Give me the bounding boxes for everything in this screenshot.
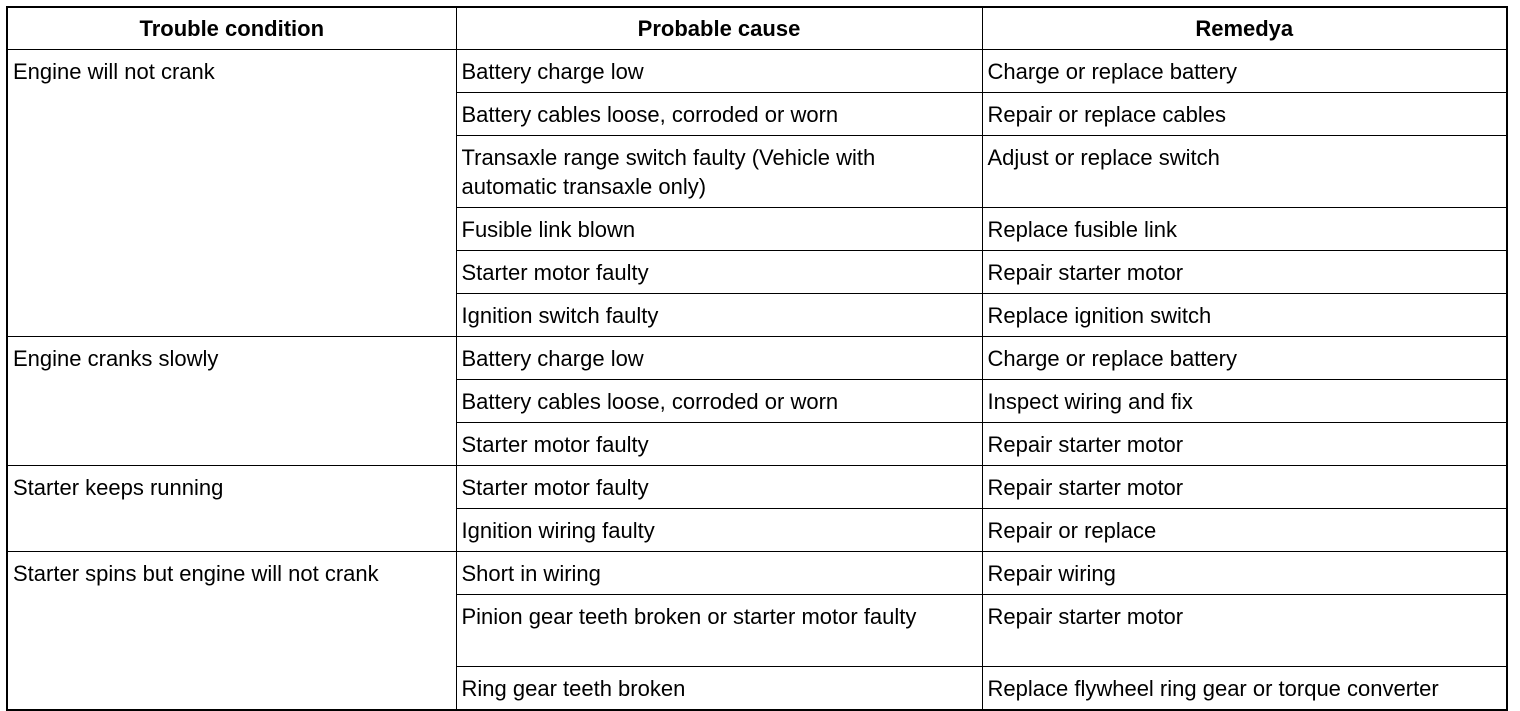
troubleshooting-table-container bbox=[6, 6, 1506, 711]
probable-cause-cell: Transaxle range switch faulty (Vehicle with automatic transaxle only) bbox=[456, 136, 982, 208]
table-header bbox=[7, 7, 1507, 50]
column-header-trouble-condition: Trouble condition bbox=[7, 7, 456, 50]
remedy-cell: Inspect wiring and fix bbox=[982, 380, 1507, 423]
remedy-cell: Repair starter motor bbox=[982, 251, 1507, 294]
remedy-cell: Repair starter motor bbox=[982, 466, 1507, 509]
remedy-cell: Repair starter motor bbox=[982, 423, 1507, 466]
table-row bbox=[7, 552, 1507, 595]
remedy-cell: Replace flywheel ring gear or torque converter bbox=[982, 667, 1507, 711]
probable-cause-cell: Starter motor faulty bbox=[456, 466, 982, 509]
remedy-cell: Adjust or replace switch bbox=[982, 136, 1507, 208]
probable-cause-cell: Ring gear teeth broken bbox=[456, 667, 982, 711]
probable-cause-cell: Starter motor faulty bbox=[456, 423, 982, 466]
table-row bbox=[7, 50, 1507, 93]
header-row bbox=[7, 7, 1507, 50]
probable-cause-cell: Battery charge low bbox=[456, 337, 982, 380]
probable-cause-cell: Starter motor faulty bbox=[456, 251, 982, 294]
remedy-cell: Replace ignition switch bbox=[982, 294, 1507, 337]
probable-cause-cell: Battery cables loose, corroded or worn bbox=[456, 93, 982, 136]
probable-cause-cell: Battery cables loose, corroded or worn bbox=[456, 380, 982, 423]
probable-cause-cell: Ignition switch faulty bbox=[456, 294, 982, 337]
trouble-condition-cell: Starter keeps running bbox=[7, 466, 456, 552]
table-row bbox=[7, 337, 1507, 380]
trouble-condition-cell: Engine will not crank bbox=[7, 50, 456, 337]
remedy-cell: Repair or replace cables bbox=[982, 93, 1507, 136]
remedy-cell: Replace fusible link bbox=[982, 208, 1507, 251]
remedy-cell: Repair or replace bbox=[982, 509, 1507, 552]
troubleshooting-table bbox=[6, 6, 1508, 711]
remedy-cell: Charge or replace battery bbox=[982, 337, 1507, 380]
remedy-cell: Repair starter motor bbox=[982, 595, 1507, 667]
table-row bbox=[7, 466, 1507, 509]
column-header-probable-cause: Probable cause bbox=[456, 7, 982, 50]
column-header-remedy: Remedya bbox=[982, 7, 1507, 50]
remedy-cell: Repair wiring bbox=[982, 552, 1507, 595]
probable-cause-cell: Battery charge low bbox=[456, 50, 982, 93]
trouble-condition-cell: Engine cranks slowly bbox=[7, 337, 456, 466]
probable-cause-cell: Short in wiring bbox=[456, 552, 982, 595]
table-body bbox=[7, 50, 1507, 711]
probable-cause-cell: Fusible link blown bbox=[456, 208, 982, 251]
probable-cause-cell: Pinion gear teeth broken or starter motor faulty bbox=[456, 595, 982, 667]
probable-cause-cell: Ignition wiring faulty bbox=[456, 509, 982, 552]
remedy-cell: Charge or replace battery bbox=[982, 50, 1507, 93]
trouble-condition-cell: Starter spins but engine will not crank bbox=[7, 552, 456, 711]
